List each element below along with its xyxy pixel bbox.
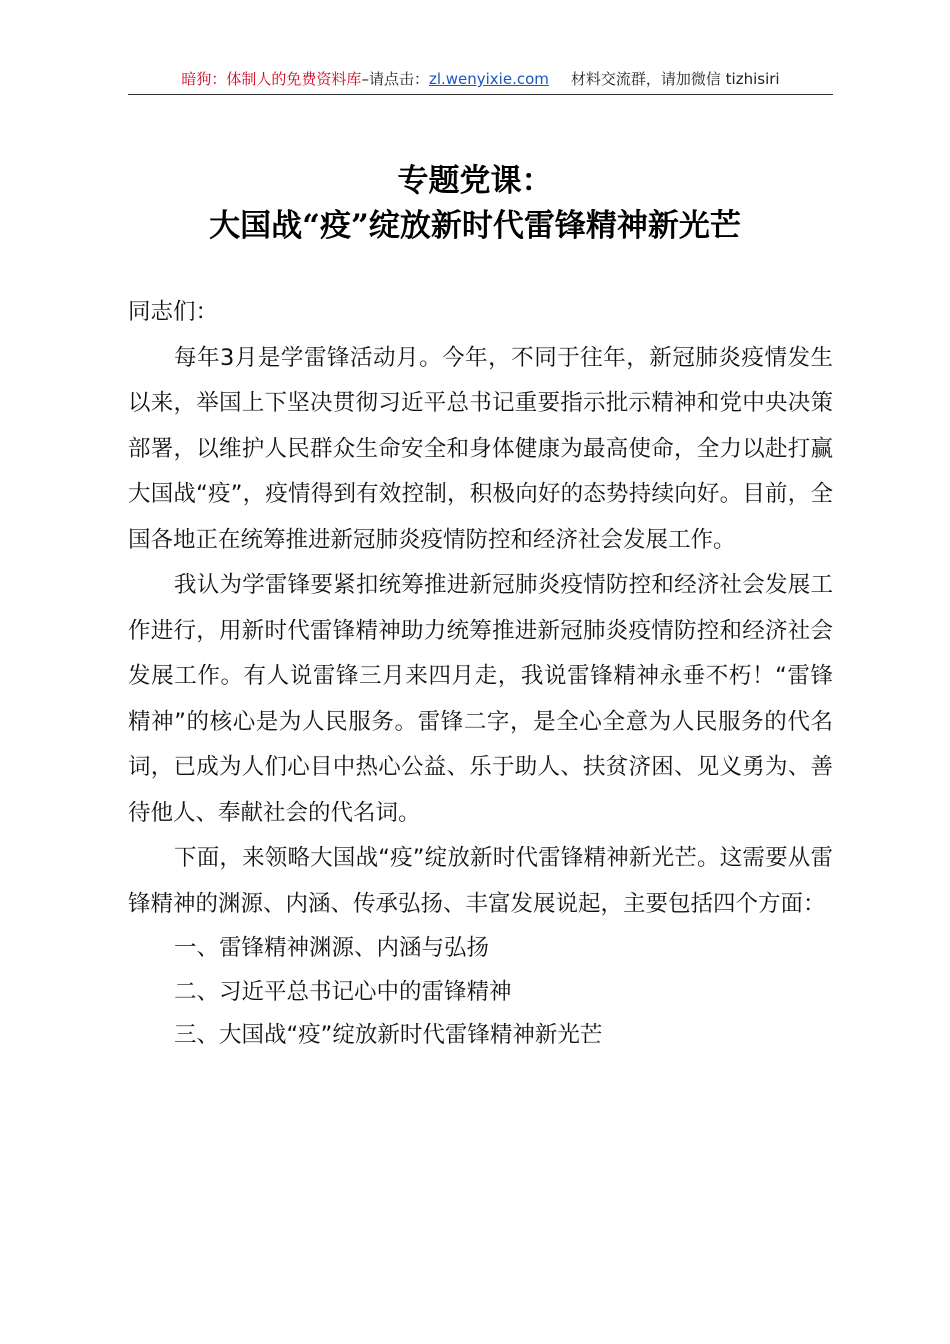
- paragraph-1: 每年3月是学雷锋活动月。今年，不同于往年，新冠肺炎疫情发生以来，举国上下坚决贯彻习近平总书记重要指示批示精神和党中央决策部署，以维护人民群众生命安全和身体健康为最高使命，全力以赴打赢大国战“疫”，疫情得到有效控制，积极向好的态势持续向好。目前，全国各地正在统筹推进新冠肺炎疫情防控和经济社会发展工作。: [128, 344, 833, 553]
- outline-item-2: 二、习近平总书记心中的雷锋精神: [174, 978, 512, 1005]
- paragraph-3: 下面，来领略大国战“疫”绽放新时代雷锋精神新光芒。这需要从雷锋精神的渊源、内涵、传承弘扬、丰富发展说起，主要包括四个方面：: [128, 845, 833, 917]
- document-title-line-2: 大国战“疫”绽放新时代雷锋精神新光芒: [209, 208, 741, 244]
- paragraph-2: 我认为学雷锋要紧扣统筹推进新冠肺炎疫情防控和经济社会发展工作进行，用新时代雷锋精神助力统筹推进新冠肺炎疫情防控和经济社会发展工作。有人说雷锋三月来四月走，我说雷锋精神永垂不朽！“雷锋精神”的核心是为人民服务。雷锋二字，是全心全意为人民服务的代名词，已成为人们心目中热心公益、乐于助人、扶贫济困、见义勇为、善待他人、奉献社会的代名词。: [128, 572, 833, 826]
- outline-list: [128, 927, 833, 1058]
- document-body: [128, 290, 833, 1058]
- header-click-prompt: –请点击：: [361, 70, 429, 88]
- header-contact: 材料交流群，请加微信 tizhisiri: [570, 70, 780, 88]
- page-header: [128, 68, 833, 95]
- salutation: 同志们：: [128, 299, 219, 325]
- header-link[interactable]: zl.wenyixie.com: [428, 70, 549, 88]
- outline-item-1: 一、雷锋精神渊源、内涵与弘扬: [174, 935, 490, 961]
- outline-item-3: 三、大国战“疫”绽放新时代雷锋精神新光芒: [174, 1022, 603, 1048]
- header-brand: 暗狗：体制人的免费资料库: [181, 70, 362, 88]
- document-title-line-1: 专题党课：: [397, 163, 553, 199]
